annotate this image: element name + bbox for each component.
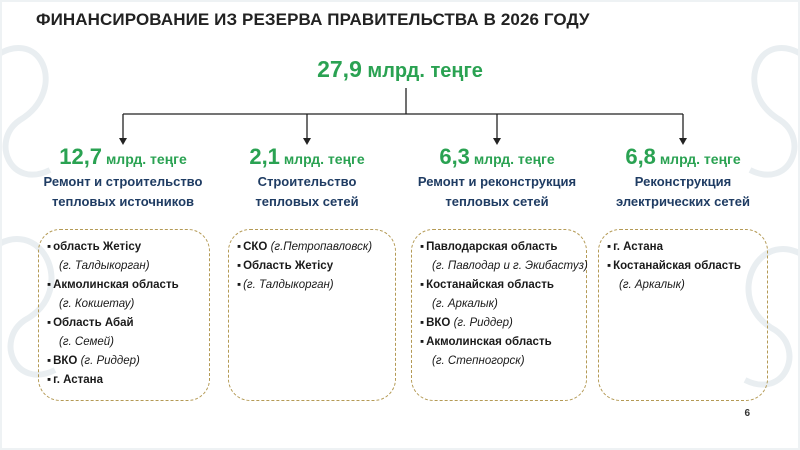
slide-title: ФИНАНСИРОВАНИЕ ИЗ РЕЗЕРВА ПРАВИТЕЛЬСТВА В 2026 ГОДУ <box>36 10 590 29</box>
column-title <box>397 172 597 212</box>
list-item <box>237 257 389 276</box>
column-amount-unit: млрд. теңге <box>473 151 555 167</box>
column-amount-unit: млрд. теңге <box>659 151 741 167</box>
column-title <box>583 172 783 212</box>
region-name: г. Астана <box>53 374 104 386</box>
region-name: г. Астана <box>613 241 664 253</box>
column-amount-unit: млрд. теңге <box>283 151 365 167</box>
bullet-icon: ▪ <box>420 241 425 253</box>
region-city: (г. Риддер) <box>453 317 513 329</box>
column-title-line: тепловых сетей <box>445 194 549 209</box>
region-name: СКО <box>243 241 268 253</box>
list-item <box>420 238 580 257</box>
region-list-box <box>598 229 768 401</box>
list-item-city: (г. Павлодар и г. Экибастуз) <box>432 260 588 272</box>
bullet-icon: ▪ <box>47 241 52 253</box>
column-amount <box>583 146 783 170</box>
column-title <box>23 172 223 212</box>
column-amount-value: 2,1 <box>249 144 280 169</box>
list-item <box>47 352 203 371</box>
column-amount <box>207 146 407 170</box>
list-item-city: (г. Аркалык) <box>432 298 498 310</box>
bullet-icon: ▪ <box>47 317 52 329</box>
bullet-icon: ▪ <box>420 279 425 291</box>
list-item <box>607 238 761 257</box>
column-title-line: Строительство <box>257 174 357 189</box>
column-title-line: электрических сетей <box>615 194 751 209</box>
list-item <box>420 314 580 333</box>
column-amount-value: 6,8 <box>625 144 656 169</box>
list-item-city: (г. Степногорск) <box>432 355 525 367</box>
column-amount <box>23 146 223 170</box>
region-list-box <box>411 229 587 401</box>
column-header-electric-networks <box>583 146 783 212</box>
list-item <box>420 333 580 352</box>
column-header-heat-networks-repair <box>397 146 597 212</box>
region-name: Павлодарская область <box>426 241 558 253</box>
bullet-icon: ▪ <box>47 374 52 386</box>
bullet-icon: ▪ <box>607 260 612 272</box>
column-title-line: Реконструкция <box>634 174 732 189</box>
list-item <box>237 276 389 295</box>
list-item-city: (г. Талдыкорган) <box>59 260 150 272</box>
list-item <box>47 276 203 295</box>
list-item-city: (г. Аркалык) <box>619 279 685 291</box>
region-name: ВКО <box>426 317 451 329</box>
list-item <box>47 371 203 390</box>
list-item <box>237 238 389 257</box>
list-item-city: (г. Кокшетау) <box>59 298 135 310</box>
column-header-heat-sources <box>23 146 223 212</box>
region-name: ВКО <box>53 355 78 367</box>
bullet-icon: ▪ <box>47 279 52 291</box>
region-name: Область Абай <box>53 317 134 329</box>
total-amount-unit: млрд. теңге <box>367 60 483 82</box>
column-header-heat-networks-construction <box>207 146 407 212</box>
region-name: Акмолинская область <box>53 279 179 291</box>
column-amount <box>397 146 597 170</box>
region-name: Область Жетісу <box>243 260 334 272</box>
region-city: (г. Риддер) <box>80 355 140 367</box>
column-title <box>207 172 407 212</box>
list-item <box>47 238 203 257</box>
region-city: (г. Талдыкорган) <box>243 279 334 291</box>
bullet-icon: ▪ <box>237 260 242 272</box>
page-number: 6 <box>744 408 750 419</box>
column-amount-value: 12,7 <box>59 144 103 169</box>
column-title-line: тепловых источников <box>51 194 195 209</box>
region-name: область Жетісу <box>53 241 142 253</box>
column-amount-unit: млрд. теңге <box>105 151 187 167</box>
bullet-icon: ▪ <box>47 355 52 367</box>
column-title-line: тепловых сетей <box>255 194 359 209</box>
bullet-icon: ▪ <box>237 241 242 253</box>
bullet-icon: ▪ <box>237 279 242 291</box>
list-item <box>47 314 203 333</box>
region-name: Акмолинская область <box>426 336 552 348</box>
column-title-line: Ремонт и реконструкция <box>417 174 577 189</box>
region-name: Костанайская область <box>426 279 554 291</box>
region-city: (г.Петропавловск) <box>270 241 373 253</box>
bullet-icon: ▪ <box>420 336 425 348</box>
total-amount-value: 27,9 <box>317 56 362 82</box>
region-name: Костанайская область <box>613 260 741 272</box>
bullet-icon: ▪ <box>420 317 425 329</box>
list-item <box>420 276 580 295</box>
bullet-icon: ▪ <box>607 241 612 253</box>
list-item-city: (г. Семей) <box>59 336 114 348</box>
column-title-line: Ремонт и строительство <box>43 174 203 189</box>
region-list-box <box>38 229 210 401</box>
column-amount-value: 6,3 <box>439 144 470 169</box>
list-item <box>607 257 761 276</box>
region-list-box <box>228 229 396 401</box>
